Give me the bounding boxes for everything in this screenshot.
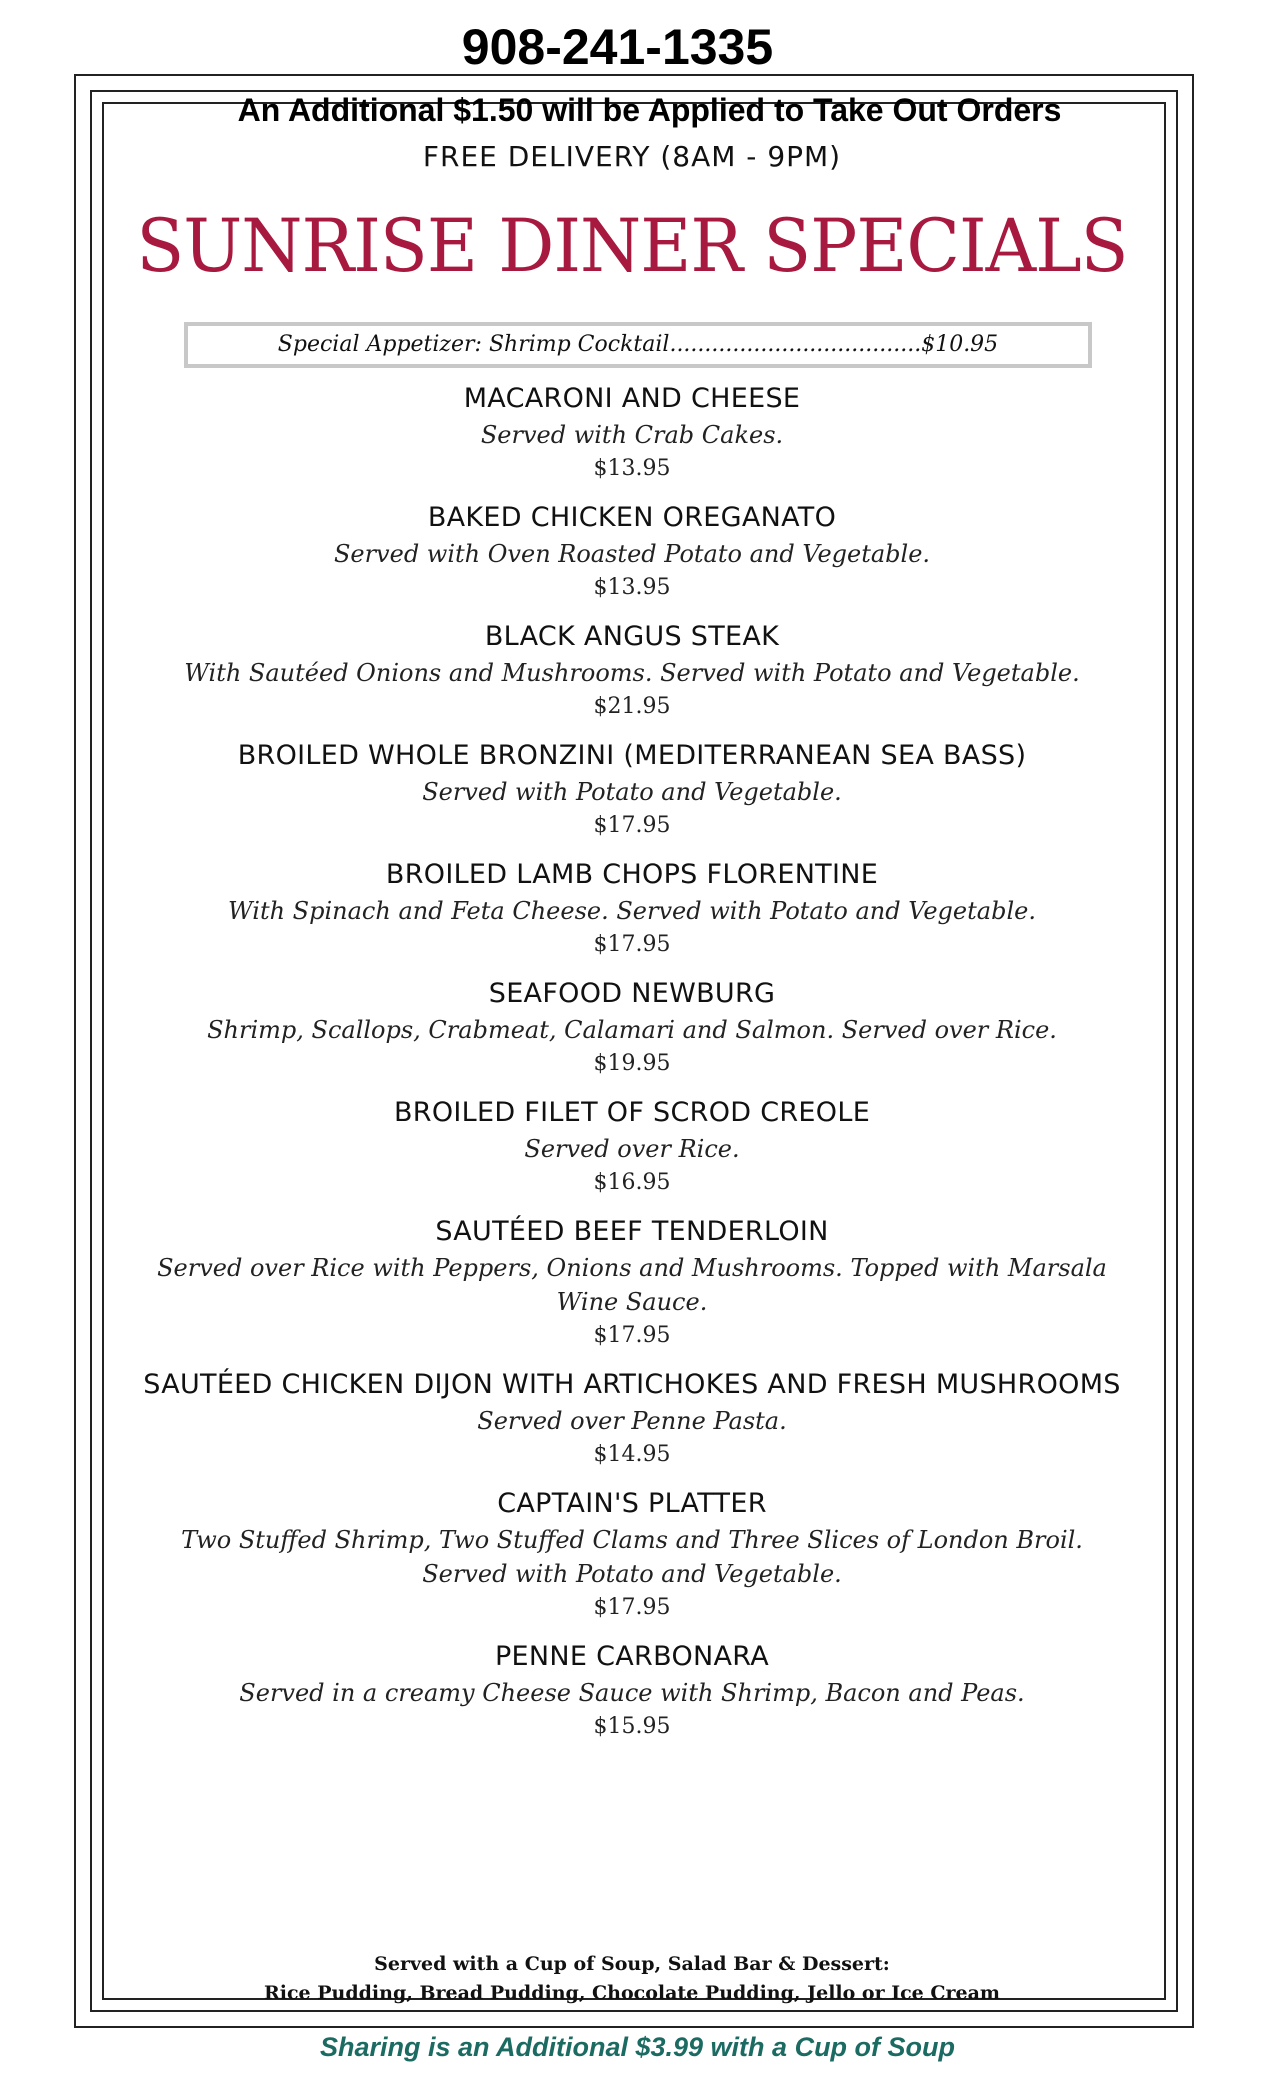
item-description: Served with Oven Roasted Potato and Vegetable. [333, 540, 931, 568]
menu-item [112, 1094, 1152, 1200]
delivery-hours: FREE DELIVERY (8AM - 9PM) [422, 140, 842, 173]
menu-item [112, 975, 1152, 1081]
item-description: Two Stuffed Shrimp, Two Stuffed Clams and Three Slices of London Broil. Served with Potato and Vegetable. [181, 1526, 1083, 1588]
menu-title: SUNRISE DINER SPECIALS [136, 202, 1128, 290]
item-price: $17.95 [593, 813, 671, 838]
item-description: With Spinach and Feta Cheese. Served with Potato and Vegetable. [228, 897, 1036, 925]
item-name: BLACK ANGUS STEAK [484, 621, 780, 652]
served-with-line-2: Rice Pudding, Bread Pudding, Chocolate Pudding, Jello or Ice Cream [263, 1982, 1001, 2004]
item-price: $15.95 [593, 1714, 671, 1739]
item-description: Shrimp, Scallops, Crabmeat, Calamari and Salmon. Served over Rice. [207, 1016, 1057, 1044]
menu-item [112, 1638, 1152, 1744]
item-description: Served over Penne Pasta. [477, 1407, 787, 1435]
item-name: SAUTÉED CHICKEN DIJON WITH ARTICHOKES AND FRESH MUSHROOMS [143, 1369, 1121, 1400]
item-name: CAPTAIN'S PLATTER [497, 1488, 767, 1519]
item-name: BROILED FILET OF SCROD CREOLE [393, 1097, 871, 1128]
item-name: BROILED WHOLE BRONZINI (MEDITERRANEAN SEA BASS) [237, 740, 1027, 771]
served-with-note [112, 1950, 1152, 2008]
item-name: PENNE CARBONARA [494, 1641, 770, 1672]
item-price: $13.95 [593, 456, 671, 481]
takeout-notice: An Additional $1.50 will be Applied to Take Out Orders [237, 92, 1062, 128]
item-name: BROILED LAMB CHOPS FLORENTINE [385, 859, 879, 890]
item-description: Served in a creamy Cheese Sauce with Shrimp, Bacon and Peas. [239, 1679, 1025, 1707]
menu-item [112, 1366, 1152, 1472]
item-price: $17.95 [593, 1595, 671, 1620]
item-name: SEAFOOD NEWBURG [488, 978, 776, 1009]
item-price: $14.95 [593, 1442, 671, 1467]
menu-item [112, 737, 1152, 843]
phone-number: 908-241-1335 [461, 19, 774, 75]
special-appetizer-text: Special Appetizer: Shrimp Cocktail....................................$10.95 [277, 332, 999, 357]
item-price: $17.95 [593, 932, 671, 957]
menu-item [112, 856, 1152, 962]
item-price: $21.95 [593, 694, 671, 719]
item-name: MACARONI AND CHEESE [463, 383, 801, 414]
item-description: Served over Rice with Peppers, Onions and Mushrooms. Topped with Marsala Wine Sauce. [157, 1254, 1107, 1316]
menu-item [112, 618, 1152, 724]
item-name: SAUTÉED BEEF TENDERLOIN [435, 1216, 829, 1247]
item-description: With Sautéed Onions and Mushrooms. Served with Potato and Vegetable. [184, 659, 1080, 687]
menu-item [112, 1213, 1152, 1353]
sharing-note: Sharing is an Additional $3.99 with a Cup of Soup [319, 2032, 956, 2062]
served-with-line-1: Served with a Cup of Soup, Salad Bar & Dessert: [374, 1953, 890, 1975]
item-description: Served with Potato and Vegetable. [422, 778, 842, 806]
item-price: $13.95 [593, 575, 671, 600]
menu-items [112, 380, 1152, 1757]
item-price: $19.95 [593, 1051, 671, 1076]
item-price: $16.95 [593, 1170, 671, 1195]
menu-item [112, 499, 1152, 605]
menu-item [112, 1485, 1152, 1625]
item-description: Served with Crab Cakes. [480, 421, 784, 449]
item-name: BAKED CHICKEN OREGANATO [427, 502, 837, 533]
menu-item [112, 380, 1152, 486]
special-appetizer-box [184, 322, 1092, 368]
item-description: Served over Rice. [524, 1135, 740, 1163]
item-price: $17.95 [593, 1323, 671, 1348]
